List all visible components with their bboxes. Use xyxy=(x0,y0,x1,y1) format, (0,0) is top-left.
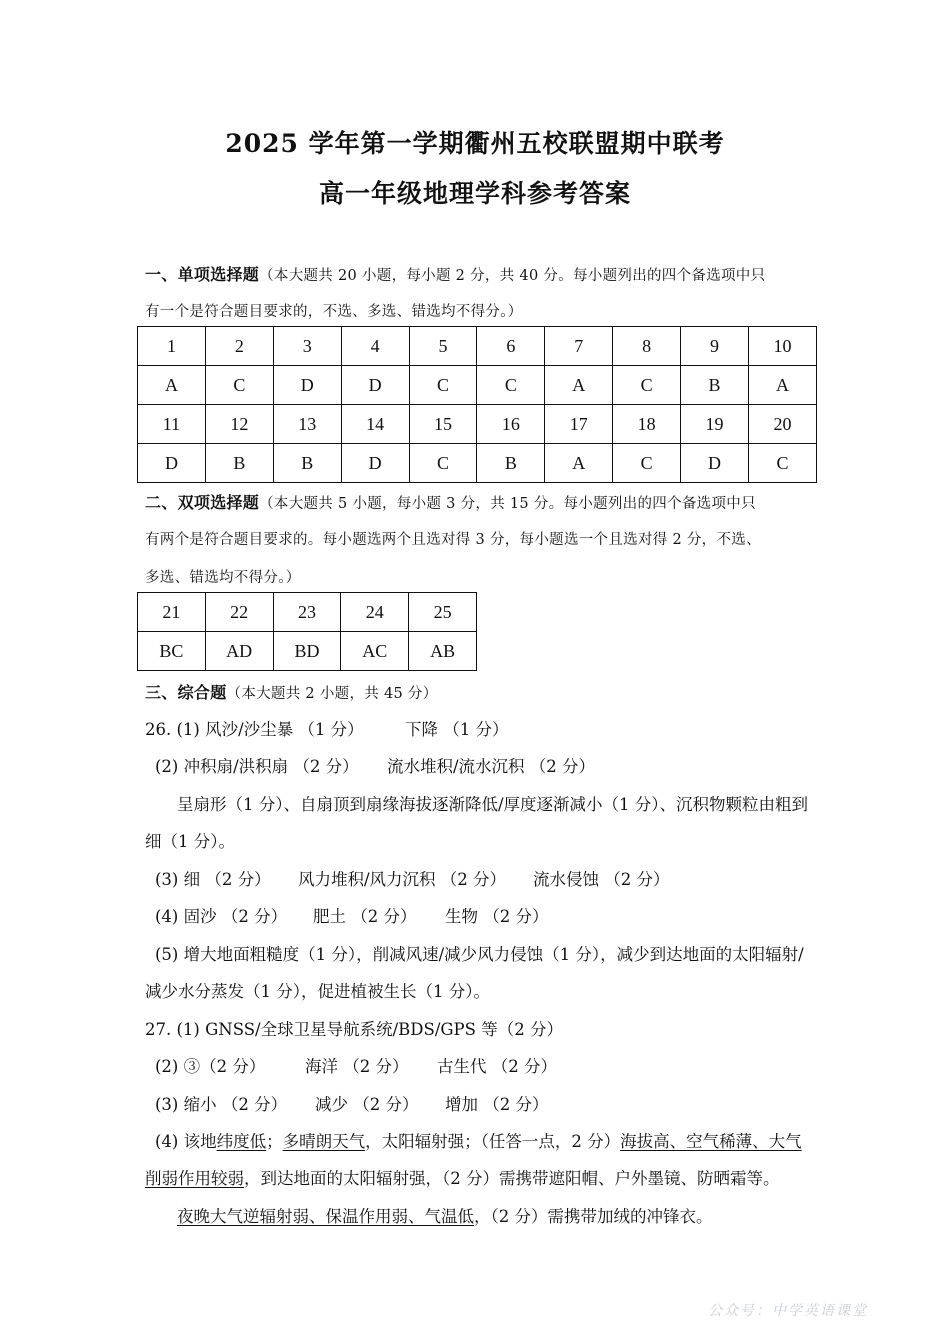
single-choice-cell: 13 xyxy=(273,405,341,444)
single-choice-cell: C xyxy=(205,366,273,405)
section1-desc2: 有一个是符合题目要求的，不选、多选、错选均不得分。） xyxy=(145,304,523,320)
section2-heading xyxy=(145,490,756,513)
watermark: 公众号：中学英语课堂 xyxy=(708,1303,868,1319)
q26-line6c: 生物 （2 分） xyxy=(445,907,549,926)
q27-l4-u2: 多晴朗天气 xyxy=(282,1132,366,1151)
q26-line7: (5) 增大地面粗糙度（1 分），削减风速/减少风力侵蚀（1 分），减少到达地面的太阳辐射/ xyxy=(155,945,804,964)
single-choice-cell: 9 xyxy=(681,327,749,366)
q27-l6-rest: ，（2 分）需携带加绒的冲锋衣。 xyxy=(474,1207,713,1226)
q27-l4-pre: (4) 该地 xyxy=(155,1132,217,1151)
single-choice-cell: 17 xyxy=(545,405,613,444)
q26-line2b: 流水堆积/流水沉积 （2 分） xyxy=(387,757,596,776)
section1-desc1: （本大题共 20 小题，每小题 2 分，共 40 分。每小题列出的四个备选项中只 xyxy=(259,268,766,284)
single-choice-cell: B xyxy=(477,444,545,483)
single-choice-cell: 20 xyxy=(749,405,817,444)
double-choice-cell: 25 xyxy=(409,593,477,632)
single-choice-cell: 16 xyxy=(477,405,545,444)
section2-desc1: （本大题共 5 小题，每小题 3 分，共 15 分。每小题列出的四个备选项中只 xyxy=(259,496,756,512)
q27-line6 xyxy=(177,1203,713,1227)
single-choice-cell: 19 xyxy=(681,405,749,444)
single-choice-cell: C xyxy=(409,366,477,405)
double-choice-cell: AB xyxy=(409,632,477,671)
q26-line5a: (3) 细 （2 分） xyxy=(155,870,271,889)
double-choice-cell: AC xyxy=(341,632,409,671)
double-choice-cell: 22 xyxy=(205,593,273,632)
single-choice-cell: 6 xyxy=(477,327,545,366)
single-choice-cell: 1 xyxy=(138,327,206,366)
single-choice-cell: C xyxy=(477,366,545,405)
double-choice-cell: BD xyxy=(273,632,341,671)
single-choice-cell: 18 xyxy=(613,405,681,444)
single-choice-row xyxy=(138,366,817,405)
q26-line5c: 流水侵蚀 （2 分） xyxy=(533,870,670,889)
single-choice-cell: 8 xyxy=(613,327,681,366)
q27-line5 xyxy=(145,1165,780,1189)
single-choice-cell: C xyxy=(409,444,477,483)
single-choice-cell: A xyxy=(749,366,817,405)
section1-heading xyxy=(145,262,765,285)
q26-line4: 细（1 分）。 xyxy=(145,832,235,851)
double-choice-cell: 21 xyxy=(138,593,206,632)
q27-line3a: (3) 缩小 （2 分） xyxy=(155,1095,288,1114)
section1-label: 一、单项选择题 xyxy=(145,265,260,284)
q26-line6a: (4) 固沙 （2 分） xyxy=(155,907,288,926)
double-choice-cell: 23 xyxy=(273,593,341,632)
q27-line1: 27. (1) GNSS/全球卫星导航系统/BDS/GPS 等（2 分） xyxy=(145,1020,563,1039)
single-choice-cell: 15 xyxy=(409,405,477,444)
single-choice-cell: 10 xyxy=(749,327,817,366)
q26-line2a: (2) 冲积扇/洪积扇 （2 分） xyxy=(155,757,359,776)
double-choice-cell: AD xyxy=(205,632,273,671)
q27-l4-sep: ； xyxy=(266,1132,283,1151)
section3-desc: （本大题共 2 小题，共 45 分） xyxy=(226,686,438,702)
q27-l5-rest: ，到达地面的太阳辐射强，（2 分）需携带遮阳帽、户外墨镜、防晒霜等。 xyxy=(244,1169,780,1188)
q27-line3b: 减少 （2 分） xyxy=(315,1095,419,1114)
q27-l5-u1: 削弱作用较弱 xyxy=(145,1169,244,1188)
single-choice-cell: 2 xyxy=(205,327,273,366)
double-choice-table xyxy=(137,592,477,671)
single-choice-cell: D xyxy=(681,444,749,483)
single-choice-cell: B xyxy=(205,444,273,483)
single-choice-cell: D xyxy=(341,366,409,405)
single-choice-cell: 5 xyxy=(409,327,477,366)
single-choice-cell: A xyxy=(545,444,613,483)
single-choice-cell: 3 xyxy=(273,327,341,366)
section3-heading xyxy=(145,680,438,703)
single-choice-cell: C xyxy=(613,366,681,405)
q27-l4-mid: ，太阳辐射强；（任答一点，2 分） xyxy=(365,1132,621,1151)
single-choice-cell: C xyxy=(749,444,817,483)
exam-subtitle: 高一年级地理学科参考答案 xyxy=(318,179,631,208)
single-choice-cell: D xyxy=(341,444,409,483)
single-choice-cell: D xyxy=(273,366,341,405)
single-choice-cell: 11 xyxy=(138,405,206,444)
exam-title: 2025 学年第一学期衢州五校联盟期中联考 xyxy=(225,129,725,158)
q26-line1a: 26. (1) 风沙/沙尘暴 （1 分） xyxy=(145,720,364,739)
single-choice-cell: B xyxy=(273,444,341,483)
section3-label: 三、综合题 xyxy=(145,683,227,702)
single-choice-table xyxy=(137,326,817,483)
q26-line3: 呈扇形（1 分）、自扇顶到扇缘海拔逐渐降低/厚度逐渐减小（1 分）、沉积物颗粒由粗到 xyxy=(177,795,809,814)
single-choice-cell: C xyxy=(613,444,681,483)
single-choice-cell: A xyxy=(545,366,613,405)
double-choice-row xyxy=(138,593,477,632)
double-choice-cell: 24 xyxy=(341,593,409,632)
q27-line2a: (2) ③（2 分） xyxy=(155,1057,266,1076)
single-choice-cell: 4 xyxy=(341,327,409,366)
q27-l4-u1: 纬度低 xyxy=(216,1132,267,1151)
single-choice-cell: B xyxy=(681,366,749,405)
single-choice-cell: 7 xyxy=(545,327,613,366)
single-choice-cell: A xyxy=(138,366,206,405)
q27-line2c: 古生代 （2 分） xyxy=(437,1057,557,1076)
q26-line5b: 风力堆积/风力沉积 （2 分） xyxy=(298,870,507,889)
section2-label: 二、双项选择题 xyxy=(145,493,260,512)
q27-line4 xyxy=(155,1128,802,1152)
single-choice-cell: 12 xyxy=(205,405,273,444)
q27-l6-u1: 夜晚大气逆辐射弱、保温作用弱、气温低 xyxy=(177,1207,474,1226)
single-choice-cell: D xyxy=(138,444,206,483)
single-choice-row xyxy=(138,405,817,444)
q26-line1b: 下降 （1 分） xyxy=(405,720,509,739)
double-choice-cell: BC xyxy=(138,632,206,671)
q27-line2b: 海洋 （2 分） xyxy=(305,1057,409,1076)
single-choice-row xyxy=(138,444,817,483)
q26-line8: 减少水分蒸发（1 分），促进植被生长（1 分）。 xyxy=(145,982,490,1001)
double-choice-row xyxy=(138,632,477,671)
q27-line3c: 增加 （2 分） xyxy=(445,1095,549,1114)
single-choice-row xyxy=(138,327,817,366)
q26-line6b: 肥土 （2 分） xyxy=(313,907,417,926)
section2-desc3: 多选、错选均不得分。） xyxy=(145,570,301,586)
single-choice-cell: 14 xyxy=(341,405,409,444)
q27-l4-u3: 海拔高、空气稀薄、大气 xyxy=(620,1132,802,1151)
section2-desc2: 有两个是符合题目要求的。每小题选两个且选对得 3 分，每小题选一个且选对得 2 分，不选、 xyxy=(145,532,761,548)
